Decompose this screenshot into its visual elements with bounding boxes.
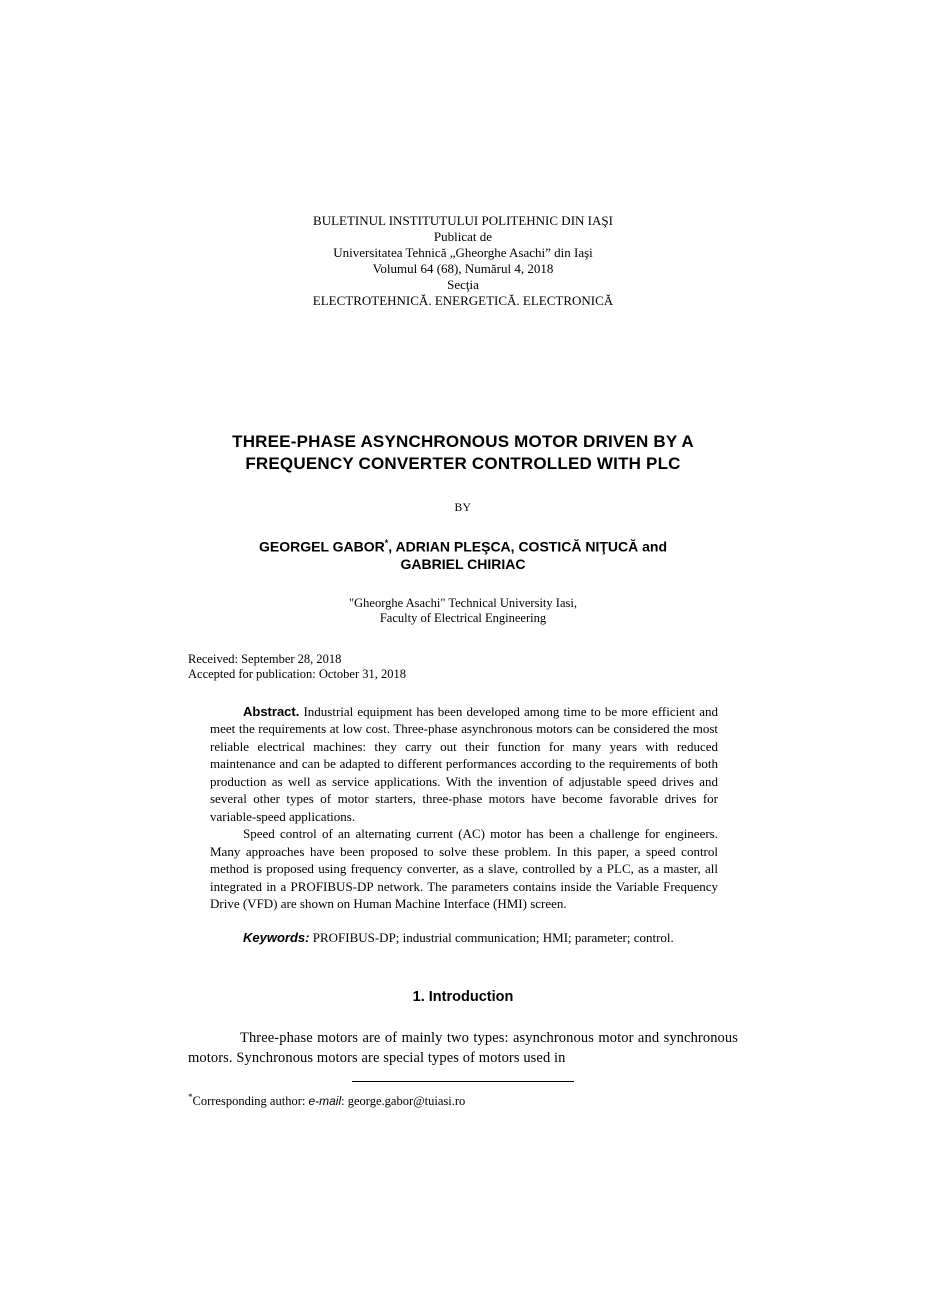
abstract-text-2: Speed control of an alternating current (AC) motor has been a challenge for engineers. Many approaches have been proposed to solve these problem. In this paper, a speed control method is proposed using frequency converter, as a slave, controlled by a PLC, as a master, all integrated in a PROFIBUS-DP network. The parameters contains inside the Variable Frequency Drive (VFD) are shown on Human Machine Interface (HMI) screen. [210, 826, 718, 912]
published-by: Publicat de [433, 229, 493, 244]
abstract-paragraph-1 [210, 703, 718, 826]
abstract-block [188, 703, 738, 913]
footnote-email: : george.gabor@tuiasi.ro [341, 1094, 466, 1109]
journal-section-name: ELECTROTEHNICĂ. ENERGETICĂ. ELECTRONICĂ [312, 293, 614, 308]
byline: BY [454, 502, 472, 514]
keywords-label: Keywords: [243, 929, 310, 945]
email-word: e-mail [308, 1094, 342, 1109]
journal-name: BULETINUL INSTITUTULUI POLITEHNIC DIN IAŞI [313, 213, 613, 228]
affiliation [188, 596, 738, 627]
footnote [188, 1090, 738, 1109]
authors-middle: , ADRIAN PLEŞCA, COSTICĂ NIŢUCĂ and [388, 538, 667, 555]
keywords-paragraph [188, 929, 718, 947]
footnote-marker: * [188, 1092, 193, 1103]
authors [188, 535, 738, 573]
author-first: GEORGEL GABOR [259, 538, 385, 555]
volume-number: Volumul 64 (68), Numărul 4, 2018 [372, 261, 554, 276]
footnote-text: Corresponding author: [192, 1094, 309, 1109]
abstract-text-1: Industrial equipment has been developed among time to be more efficient and meet the requirements at low cost. Three-phase asynchronous motors can be considered the most reliable electrical machines: they carry out their function for many years with reduced maintenance and can be adapted to different performances according to the requirements of both production as well as service applications. With the invention of adjustable speed drives and several other types of motor starters, three-phase motors have become favorable drives for variable-speed applications. [210, 703, 718, 824]
author-last: GABRIEL CHIRIAC [400, 555, 526, 572]
paper-title: THREE-PHASE ASYNCHRONOUS MOTOR DRIVEN BY A FREQUENCY CONVERTER CONTROLLED WITH PLC [232, 432, 694, 473]
dates-block [188, 652, 738, 683]
corresponding-author-marker: * [384, 538, 389, 548]
university-name: Universitatea Tehnică „Gheorghe Asachi” din Iaşi [333, 245, 593, 260]
abstract-paragraph-2 [210, 825, 718, 913]
journal-header [188, 213, 738, 309]
accepted-date: Accepted for publication: October 31, 2018 [188, 667, 406, 682]
intro-paragraph: Three-phase motors are of mainly two types: asynchronous motor and synchronous motors. Synchronous motors are special types of motors used in [188, 1030, 738, 1067]
section-word: Secţia [447, 277, 479, 292]
affiliation-line-2: Faculty of Electrical Engineering [379, 611, 547, 626]
keywords-text: PROFIBUS-DP; industrial communication; HMI; parameter; control. [312, 929, 674, 945]
affiliation-line-1: "Gheorghe Asachi" Technical University Iasi, [349, 595, 577, 610]
abstract-label: Abstract. [243, 703, 300, 719]
keywords-block [188, 929, 738, 947]
footnote-separator [352, 1081, 574, 1082]
received-date: Received: September 28, 2018 [188, 651, 342, 666]
section-heading-introduction: 1. Introduction [412, 989, 514, 1006]
